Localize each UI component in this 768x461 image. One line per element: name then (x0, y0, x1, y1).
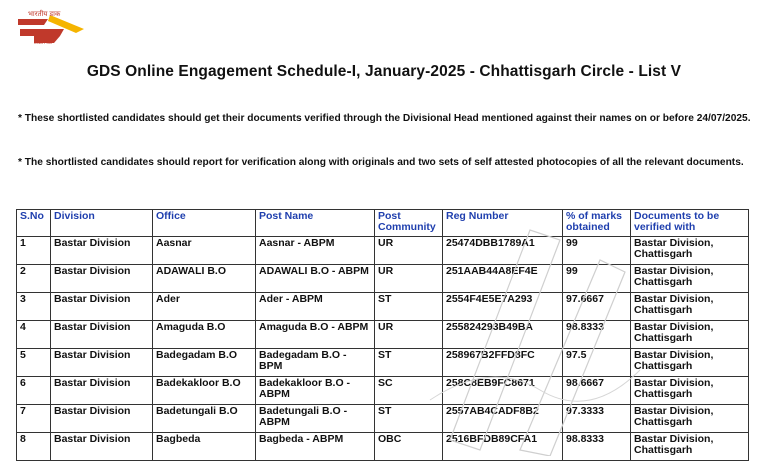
cell-office: Bagbeda (153, 433, 256, 461)
cell-sno: 6 (17, 377, 51, 405)
cell-marks: 99 (563, 237, 631, 265)
cell-post-name: Ader - ABPM (256, 293, 375, 321)
cell-post-name: ADAWALI B.O - ABPM (256, 265, 375, 293)
cell-community: ST (375, 405, 443, 433)
col-header-marks: % of marks obtained (563, 210, 631, 237)
cell-division: Bastar Division (51, 433, 153, 461)
cell-community: UR (375, 321, 443, 349)
cell-post-name: Bagbeda - ABPM (256, 433, 375, 461)
cell-sno: 5 (17, 349, 51, 377)
cell-reg-number: 2554F4E5E7A293 (443, 293, 563, 321)
note-verification-deadline: * These shortlisted candidates should get their documents verified through the Divisional Head mentioned against their names on or before 24/07/2025. (18, 113, 751, 124)
cell-marks: 98.8333 (563, 321, 631, 349)
cell-reg-number: 258967B2FFD8FC (443, 349, 563, 377)
cell-community: SC (375, 377, 443, 405)
shortlist-table (16, 209, 749, 461)
cell-post-name: Amaguda B.O - ABPM (256, 321, 375, 349)
cell-post-name: Badekakloor B.O - ABPM (256, 377, 375, 405)
page-title: GDS Online Engagement Schedule-I, January-2025 - Chhattisgarh Circle - List V (86, 63, 682, 80)
cell-office: Badetungali B.O (153, 405, 256, 433)
cell-division: Bastar Division (51, 265, 153, 293)
cell-reg-number: 2516BFDB89CFA1 (443, 433, 563, 461)
cell-division: Bastar Division (51, 293, 153, 321)
cell-documents: Bastar Division, Chattisgarh (631, 237, 749, 265)
table-row (17, 293, 749, 321)
cell-office: Badekakloor B.O (153, 377, 256, 405)
col-header-sno: S.No (17, 210, 51, 237)
cell-reg-number: 251AAB44A8EF4E (443, 265, 563, 293)
table-row (17, 237, 749, 265)
table-row (17, 405, 749, 433)
cell-sno: 7 (17, 405, 51, 433)
cell-sno: 8 (17, 433, 51, 461)
cell-documents: Bastar Division, Chattisgarh (631, 265, 749, 293)
cell-office: Aasnar (153, 237, 256, 265)
table-row (17, 349, 749, 377)
cell-documents: Bastar Division, Chattisgarh (631, 405, 749, 433)
cell-reg-number: 255824293B49BA (443, 321, 563, 349)
table-row (17, 377, 749, 405)
cell-sno: 2 (17, 265, 51, 293)
cell-division: Bastar Division (51, 237, 153, 265)
cell-community: ST (375, 349, 443, 377)
cell-division: Bastar Division (51, 321, 153, 349)
logo-english-text: India Post (34, 40, 52, 45)
cell-office: ADAWALI B.O (153, 265, 256, 293)
cell-community: OBC (375, 433, 443, 461)
table-row (17, 433, 749, 461)
cell-office: Amaguda B.O (153, 321, 256, 349)
cell-post-name: Aasnar - ABPM (256, 237, 375, 265)
table-row (17, 321, 749, 349)
cell-marks: 99 (563, 265, 631, 293)
table-row (17, 265, 749, 293)
cell-division: Bastar Division (51, 349, 153, 377)
col-header-office: Office (153, 210, 256, 237)
logo-hindi-text: भारतीय डाक (28, 11, 61, 18)
cell-sno: 3 (17, 293, 51, 321)
note-documents-required: * The shortlisted candidates should report for verification along with originals and two sets of self attested photocopies of all the relevant documents. (18, 157, 744, 168)
cell-documents: Bastar Division, Chattisgarh (631, 377, 749, 405)
col-header-documents: Documents to be verified with (631, 210, 749, 237)
col-header-reg-number: Reg Number (443, 210, 563, 237)
cell-division: Bastar Division (51, 405, 153, 433)
col-header-division: Division (51, 210, 153, 237)
cell-documents: Bastar Division, Chattisgarh (631, 293, 749, 321)
table-header-row (17, 210, 749, 237)
col-header-community: Post Community (375, 210, 443, 237)
cell-marks: 98.6667 (563, 377, 631, 405)
cell-community: UR (375, 237, 443, 265)
cell-office: Ader (153, 293, 256, 321)
cell-office: Badegadam B.O (153, 349, 256, 377)
cell-marks: 97.5 (563, 349, 631, 377)
cell-documents: Bastar Division, Chattisgarh (631, 321, 749, 349)
cell-marks: 98.8333 (563, 433, 631, 461)
cell-documents: Bastar Division, Chattisgarh (631, 349, 749, 377)
cell-marks: 97.6667 (563, 293, 631, 321)
cell-reg-number: 25474DBB1789A1 (443, 237, 563, 265)
cell-documents: Bastar Division, Chattisgarh (631, 433, 749, 461)
cell-division: Bastar Division (51, 377, 153, 405)
cell-reg-number: 2557AB4CADF8B2 (443, 405, 563, 433)
cell-sno: 1 (17, 237, 51, 265)
col-header-post-name: Post Name (256, 210, 375, 237)
cell-reg-number: 258C8EB9FC8671 (443, 377, 563, 405)
cell-post-name: Badegadam B.O - BPM (256, 349, 375, 377)
cell-post-name: Badetungali B.O - ABPM (256, 405, 375, 433)
cell-community: ST (375, 293, 443, 321)
cell-marks: 97.3333 (563, 405, 631, 433)
cell-sno: 4 (17, 321, 51, 349)
cell-community: UR (375, 265, 443, 293)
